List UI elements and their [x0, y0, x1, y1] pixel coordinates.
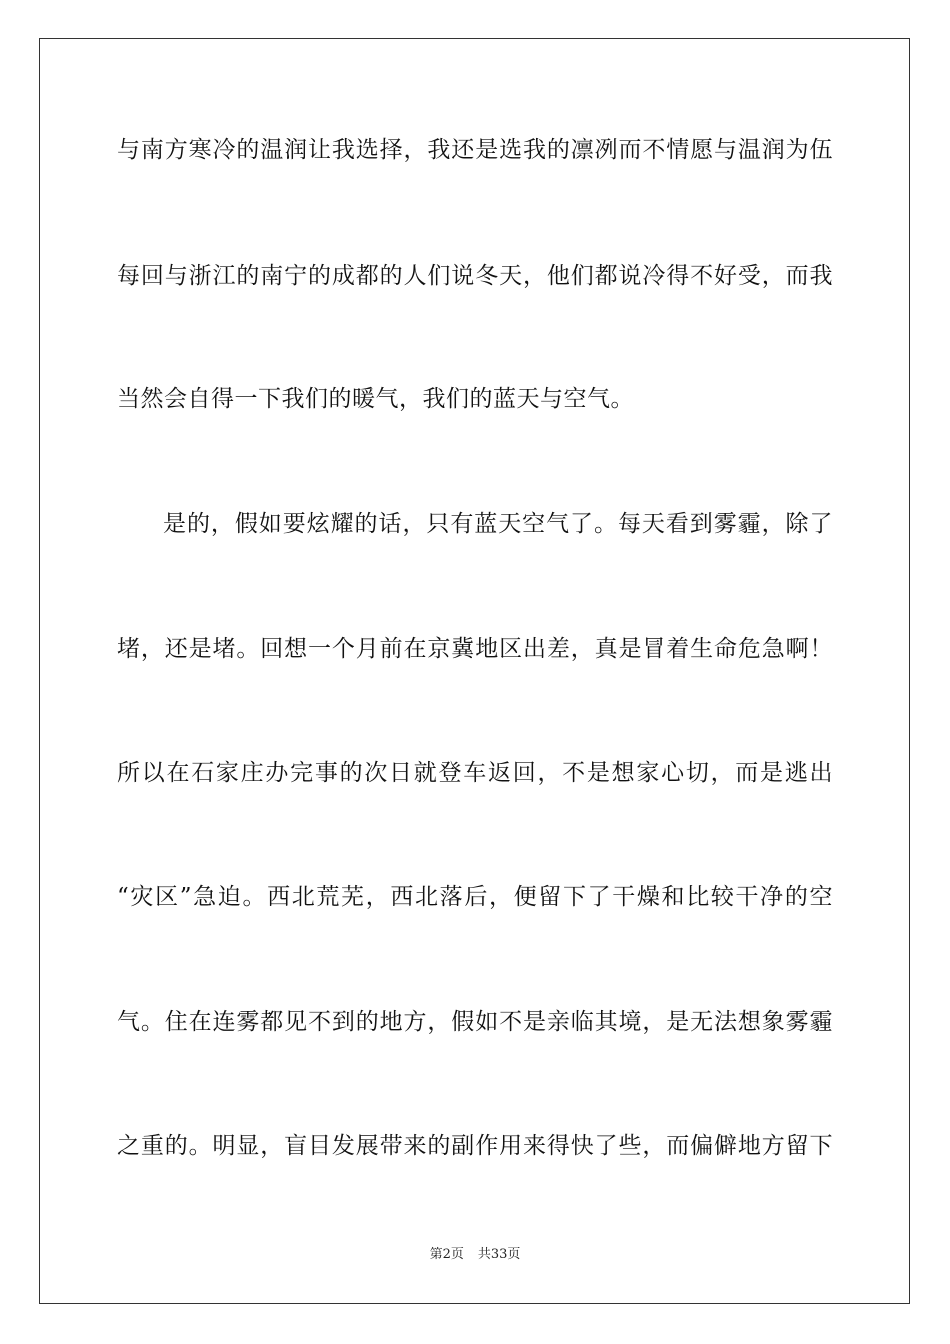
text-line-9: 之重的。明显，盲目发展带来的副作用来得快了些，而偏僻地方留下 — [117, 1133, 833, 1159]
text-line-7: “灾区”急迫。西北荒芜，西北落后，便留下了干燥和比较干净的空 — [117, 884, 833, 910]
text-line-6: 所以在石家庄办完事的次日就登车返回，不是想家心切，而是逃出 — [117, 760, 833, 786]
page-total: 共33页 — [477, 1247, 521, 1262]
page-border — [39, 38, 910, 1304]
page-footer — [0, 1246, 950, 1264]
text-line-3: 当然会自得一下我们的暖气，我们的蓝天与空气。 — [117, 386, 634, 412]
text-line-5: 堵，还是堵。回想一个月前在京冀地区出差，真是冒着生命危急啊！ — [117, 636, 833, 662]
page-number: 第2页 — [429, 1247, 464, 1262]
text-line-1: 与南方寒冷的温润让我选择，我还是选我的凛冽而不情愿与温润为伍 — [117, 137, 833, 163]
text-line-4: 是的，假如要炫耀的话，只有蓝天空气了。每天看到雾霾，除了 — [163, 511, 833, 537]
text-line-8: 气。住在连雾都见不到的地方，假如不是亲临其境，是无法想象雾霾 — [117, 1009, 833, 1035]
text-line-2: 每回与浙江的南宁的成都的人们说冬天，他们都说冷得不好受，而我 — [117, 263, 833, 289]
